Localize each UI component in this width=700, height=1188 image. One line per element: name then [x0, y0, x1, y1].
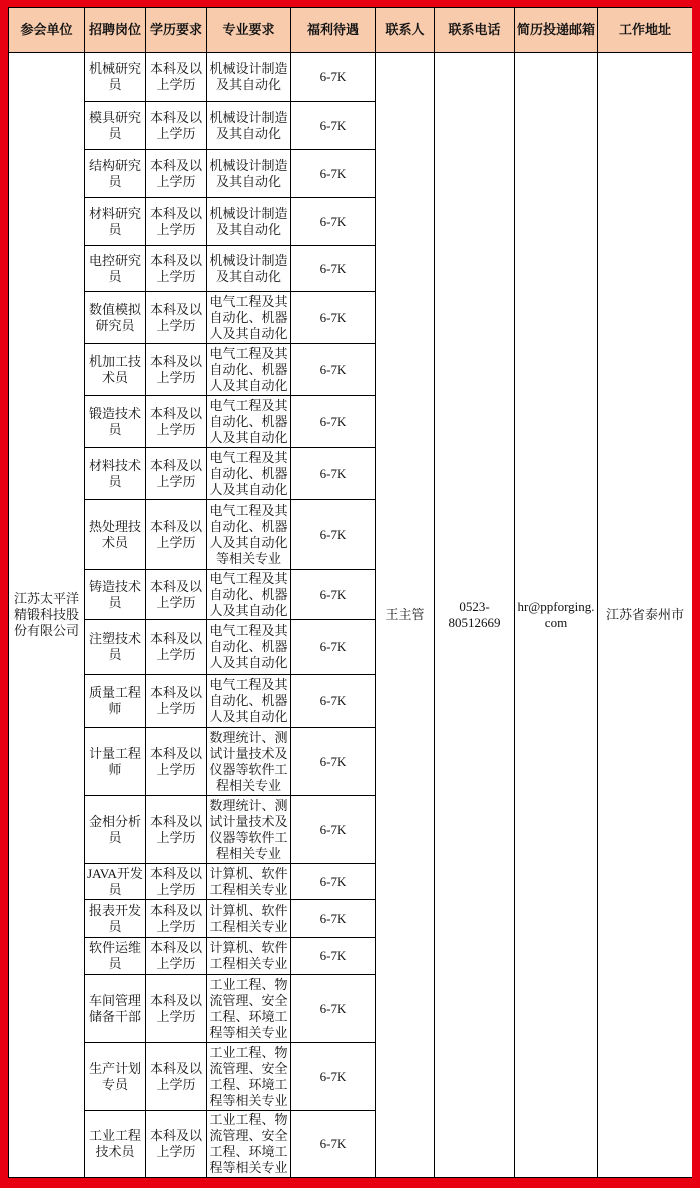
salary-cell: 6-7K — [291, 53, 376, 102]
salary-cell: 6-7K — [291, 728, 376, 796]
education-cell: 本科及以上学历 — [146, 796, 207, 864]
education-cell: 本科及以上学历 — [146, 864, 207, 900]
salary-cell: 6-7K — [291, 938, 376, 975]
education-cell: 本科及以上学历 — [146, 150, 207, 198]
major-cell: 计算机、软件工程相关专业 — [207, 938, 291, 975]
position-title-cell: 材料研究员 — [85, 198, 146, 246]
major-cell: 工业工程、物流管理、安全工程、环境工程等相关专业 — [207, 975, 291, 1043]
company-cell: 江苏太平洋精锻科技股份有限公司 — [9, 53, 85, 1178]
major-cell: 电气工程及其自动化、机器人及其自动化 — [207, 620, 291, 675]
salary-cell: 6-7K — [291, 1043, 376, 1111]
major-cell: 数理统计、测试计量技术及仪器等软件工程相关专业 — [207, 728, 291, 796]
header-contact: 联系人 — [376, 8, 435, 53]
major-cell: 电气工程及其自动化、机器人及其自动化 — [207, 570, 291, 620]
major-cell: 电气工程及其自动化、机器人及其自动化 — [207, 448, 291, 500]
salary-cell: 6-7K — [291, 150, 376, 198]
salary-cell: 6-7K — [291, 900, 376, 938]
position-title-cell: 模具研究员 — [85, 102, 146, 150]
education-cell: 本科及以上学历 — [146, 198, 207, 246]
education-cell: 本科及以上学历 — [146, 448, 207, 500]
major-cell: 计算机、软件工程相关专业 — [207, 864, 291, 900]
education-cell: 本科及以上学历 — [146, 102, 207, 150]
address-cell: 江苏省泰州市 — [598, 53, 693, 1178]
header-email: 简历投递邮箱 — [515, 8, 598, 53]
position-title-cell: 工业工程技术员 — [85, 1111, 146, 1178]
education-cell: 本科及以上学历 — [146, 1111, 207, 1178]
education-cell: 本科及以上学历 — [146, 570, 207, 620]
major-cell: 电气工程及其自动化、机器人及其自动化 — [207, 292, 291, 344]
salary-cell: 6-7K — [291, 344, 376, 396]
position-title-cell: 生产计划专员 — [85, 1043, 146, 1111]
salary-cell: 6-7K — [291, 292, 376, 344]
table-body — [9, 53, 693, 1178]
position-title-cell: 机械研究员 — [85, 53, 146, 102]
header-row — [9, 8, 693, 53]
salary-cell: 6-7K — [291, 796, 376, 864]
position-title-cell: 金相分析员 — [85, 796, 146, 864]
salary-cell: 6-7K — [291, 675, 376, 728]
header-position: 招聘岗位 — [85, 8, 146, 53]
email-cell: hr@ppforging.com — [515, 53, 598, 1178]
education-cell: 本科及以上学历 — [146, 975, 207, 1043]
position-title-cell: 热处理技术员 — [85, 500, 146, 570]
position-title-cell: 注塑技术员 — [85, 620, 146, 675]
salary-cell: 6-7K — [291, 1111, 376, 1178]
salary-cell: 6-7K — [291, 500, 376, 570]
major-cell: 机械设计制造及其自动化 — [207, 198, 291, 246]
contact-cell: 王主管 — [376, 53, 435, 1178]
phone-cell: 0523-80512669 — [435, 53, 515, 1178]
major-cell: 电气工程及其自动化、机器人及其自动化等相关专业 — [207, 500, 291, 570]
header-phone: 联系电话 — [435, 8, 515, 53]
salary-cell: 6-7K — [291, 198, 376, 246]
major-cell: 机械设计制造及其自动化 — [207, 102, 291, 150]
position-title-cell: 机加工技术员 — [85, 344, 146, 396]
table-row — [9, 53, 693, 102]
position-title-cell: 质量工程师 — [85, 675, 146, 728]
position-title-cell: 软件运维员 — [85, 938, 146, 975]
header-education: 学历要求 — [146, 8, 207, 53]
position-title-cell: JAVA开发员 — [85, 864, 146, 900]
position-title-cell: 材料技术员 — [85, 448, 146, 500]
education-cell: 本科及以上学历 — [146, 500, 207, 570]
major-cell: 工业工程、物流管理、安全工程、环境工程等相关专业 — [207, 1043, 291, 1111]
education-cell: 本科及以上学历 — [146, 620, 207, 675]
salary-cell: 6-7K — [291, 448, 376, 500]
major-cell: 数理统计、测试计量技术及仪器等软件工程相关专业 — [207, 796, 291, 864]
header-company: 参会单位 — [9, 8, 85, 53]
education-cell: 本科及以上学历 — [146, 675, 207, 728]
position-title-cell: 铸造技术员 — [85, 570, 146, 620]
position-title-cell: 结构研究员 — [85, 150, 146, 198]
major-cell: 电气工程及其自动化、机器人及其自动化 — [207, 675, 291, 728]
recruitment-table-sheet — [8, 7, 692, 1178]
salary-cell: 6-7K — [291, 246, 376, 292]
salary-cell: 6-7K — [291, 864, 376, 900]
position-title-cell: 数值模拟研究员 — [85, 292, 146, 344]
education-cell: 本科及以上学历 — [146, 938, 207, 975]
salary-cell: 6-7K — [291, 975, 376, 1043]
education-cell: 本科及以上学历 — [146, 53, 207, 102]
salary-cell: 6-7K — [291, 396, 376, 448]
major-cell: 电气工程及其自动化、机器人及其自动化 — [207, 344, 291, 396]
header-address: 工作地址 — [598, 8, 693, 53]
education-cell: 本科及以上学历 — [146, 292, 207, 344]
major-cell: 机械设计制造及其自动化 — [207, 150, 291, 198]
position-title-cell: 锻造技术员 — [85, 396, 146, 448]
education-cell: 本科及以上学历 — [146, 246, 207, 292]
major-cell: 机械设计制造及其自动化 — [207, 53, 291, 102]
education-cell: 本科及以上学历 — [146, 396, 207, 448]
education-cell: 本科及以上学历 — [146, 344, 207, 396]
recruitment-table — [8, 7, 692, 1178]
position-title-cell: 电控研究员 — [85, 246, 146, 292]
salary-cell: 6-7K — [291, 102, 376, 150]
position-title-cell: 车间管理储备干部 — [85, 975, 146, 1043]
education-cell: 本科及以上学历 — [146, 900, 207, 938]
salary-cell: 6-7K — [291, 570, 376, 620]
position-title-cell: 计量工程师 — [85, 728, 146, 796]
salary-cell: 6-7K — [291, 620, 376, 675]
education-cell: 本科及以上学历 — [146, 1043, 207, 1111]
major-cell: 机械设计制造及其自动化 — [207, 246, 291, 292]
header-major: 专业要求 — [207, 8, 291, 53]
education-cell: 本科及以上学历 — [146, 728, 207, 796]
major-cell: 计算机、软件工程相关专业 — [207, 900, 291, 938]
header-salary: 福利待遇 — [291, 8, 376, 53]
position-title-cell: 报表开发员 — [85, 900, 146, 938]
major-cell: 电气工程及其自动化、机器人及其自动化 — [207, 396, 291, 448]
major-cell: 工业工程、物流管理、安全工程、环境工程等相关专业 — [207, 1111, 291, 1178]
